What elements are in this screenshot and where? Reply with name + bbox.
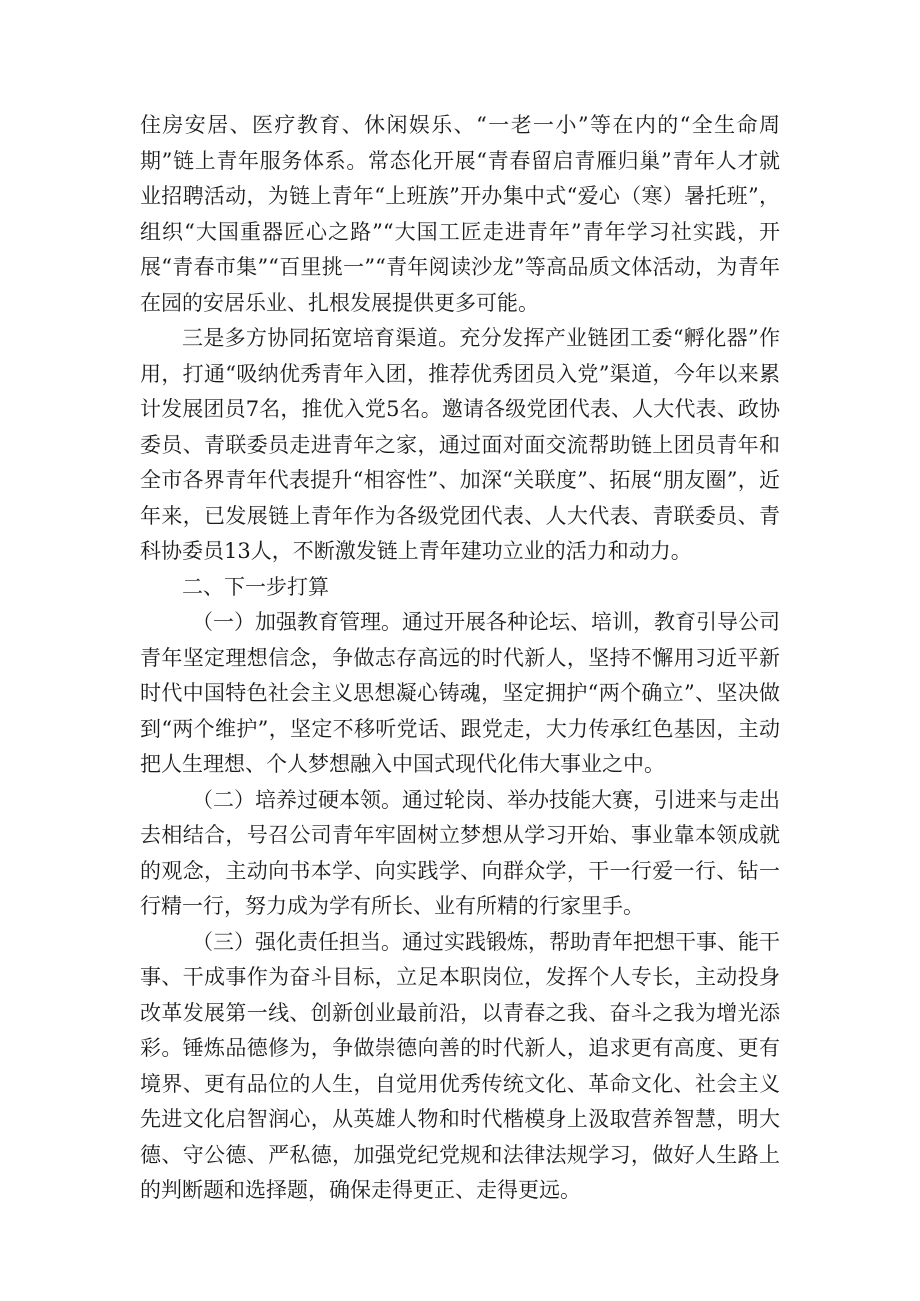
paragraph-training-channels: 三是多方协同拓宽培育渠道。充分发挥产业链团工委“孵化器”作用，打通“吸纳优秀青年入团，推荐优秀团员入党”渠道，今年以来累计发展团员7名，推优入党5名。邀请各级党团代表、人大代表、政协委员、青联委员走进青年之家，通过面对面交流帮助链上团员青年和全市各界青年代表提升“相容性”、加深“关联度”、拓展“朋友圈”，近年来，已发展链上青年作为各级党团代表、人大代表、青联委员、青科协委员13人，不断激发链上青年建功立业的活力和动力。 — [140, 326, 780, 563]
paragraph-youth-service-system: 住房安居、医疗教育、休闲娱乐、“一老一小”等在内的“全生命周期”链上青年服务体系。常态化开展“青春留启青雁归巢”青年人才就业招聘活动，为链上青年“上班族”开办集中式“爱心（寒）暑托班”，组织“大国重器匠心之路”“大国工匠走进青年”青年学习社实践，开展“青春市集”“百里挑一”“青年阅读沙龙”等高品质文体活动，为青年在园的安居乐业、扎根发展提供更多可能。 — [140, 113, 780, 315]
paragraph-education-management: （一）加强教育管理。通过开展各种论坛、培训，教育引导公司青年坚定理想信念，争做志存高远的时代新人，坚持不懈用习近平新时代中国特色社会主义思想凝心铸魂，坚定拥护“两个确立”、坚决做到“两个维护”，坚定不移听党话、跟党走，大力传承红色基因，主动把人生理想、个人梦想融入中国式现代化伟大事业之中。 — [140, 610, 780, 776]
section-heading-next-steps: 二、下一步打算 — [182, 574, 329, 599]
paragraph-responsibility: （三）强化责任担当。通过实践锻炼，帮助青年把想干事、能干事、干成事作为奋斗目标，立足本职岗位，发挥个人专长，主动投身改革发展第一线、创新创业最前沿，以青春之我、奋斗之我为增光添彩。锤炼品德修为，争做崇德向善的时代新人，追求更有高度、更有境界、更有品位的人生，自觉用优秀传统文化、革命文化、社会主义先进文化启智润心，从英雄人物和时代楷模身上汲取营养智慧，明大德、守公德、严私德，加强党纪党规和法律法规学习，做好人生路上的判断题和选择题，确保走得更正、走得更远。 — [140, 929, 780, 1202]
document-body — [140, 108, 780, 1209]
paragraph-skill-cultivation: （二）培养过硬本领。通过轮岗、举办技能大赛，引进来与走出去相结合，号召公司青年牢固树立梦想从学习开始、事业靠本领成就的观念，主动向书本学、向实践学、向群众学，干一行爱一行、钻一行精一行，努力成为学有所长、业有所精的行家里手。 — [140, 787, 780, 918]
